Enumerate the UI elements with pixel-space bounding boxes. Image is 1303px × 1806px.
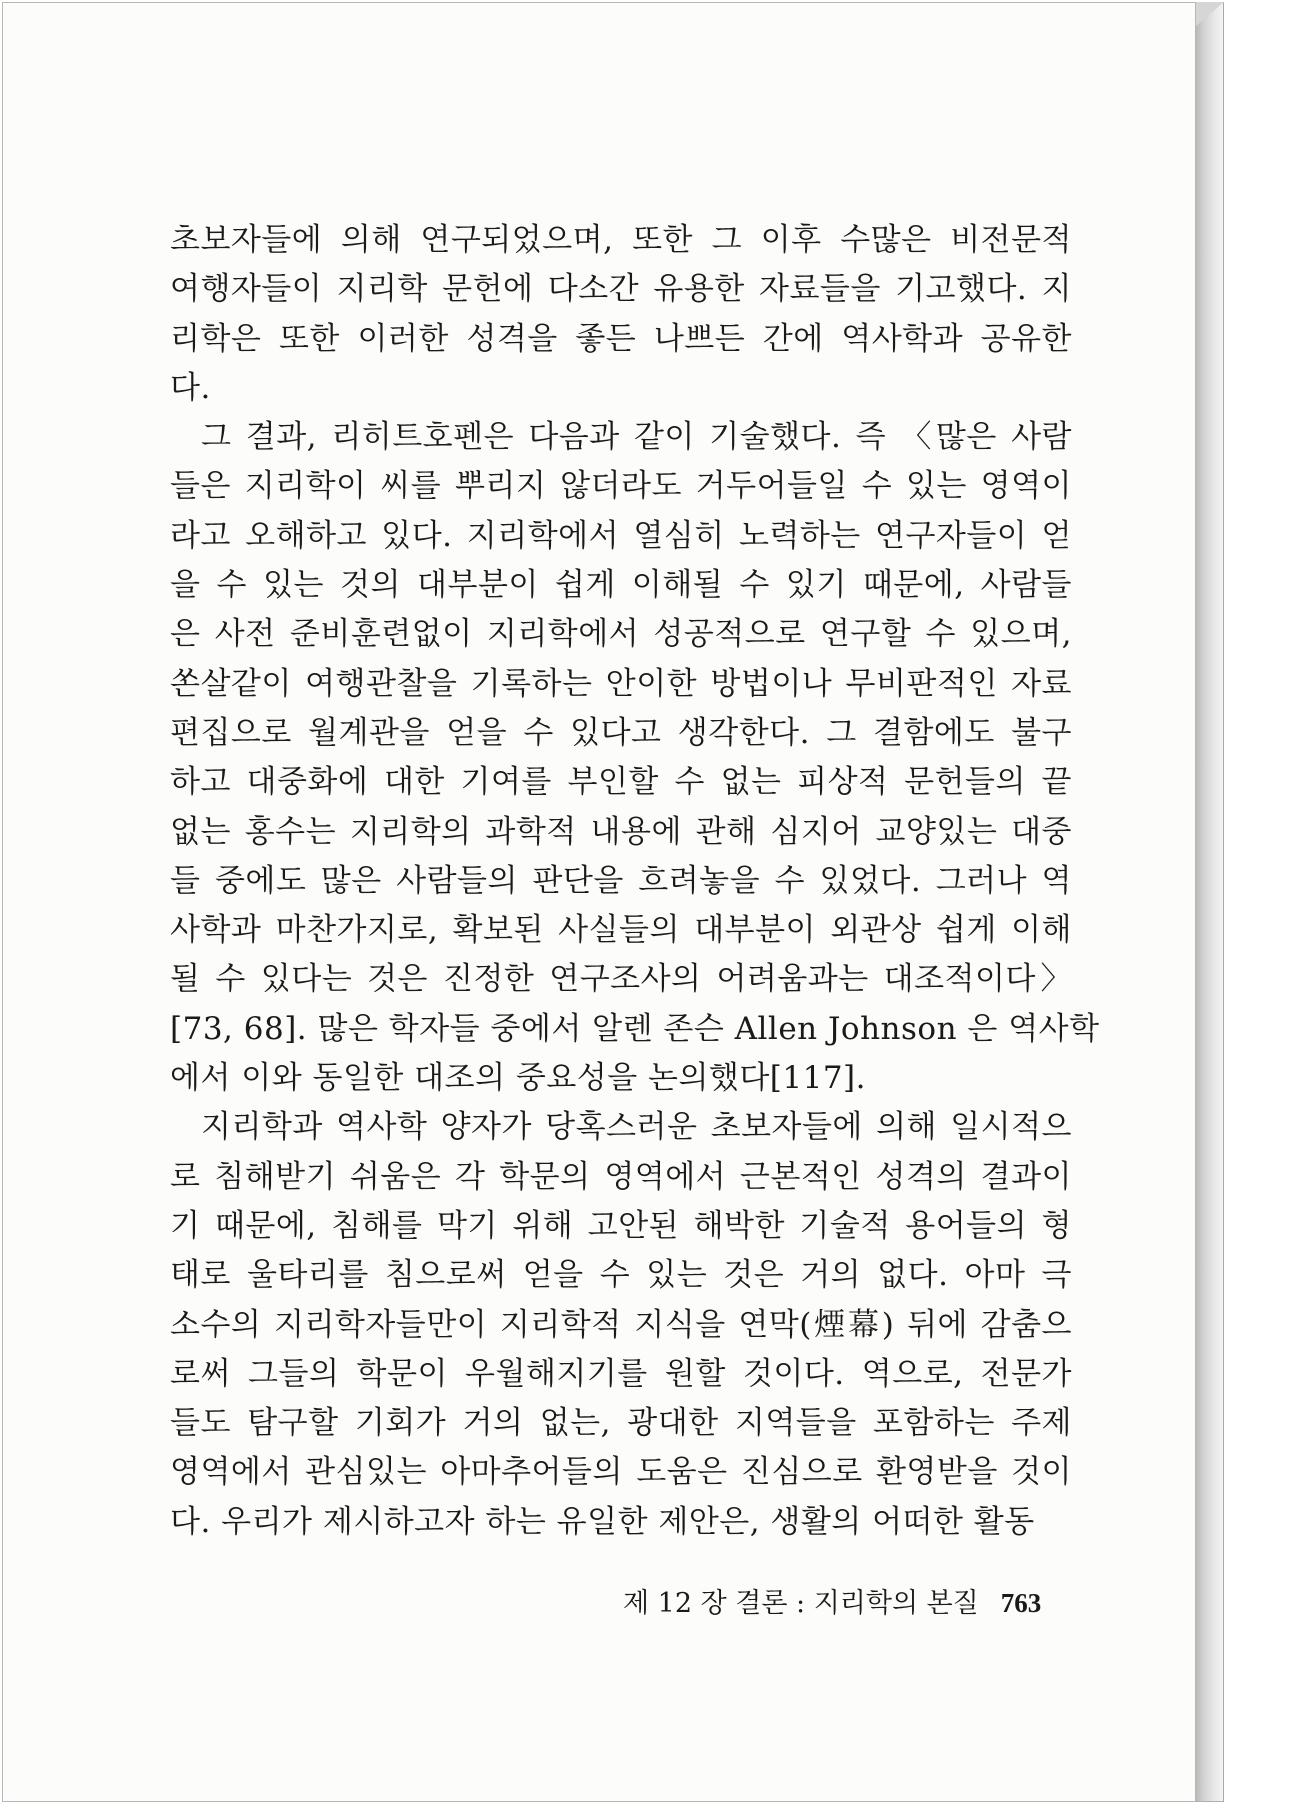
text-line: 여행자들이 지리학 문헌에 다소간 유용한 자료들을 기고했다. 지 bbox=[170, 271, 1072, 308]
text-line: 들 중에도 많은 사람들의 판단을 흐려놓을 수 있었다. 그러나 역 bbox=[170, 862, 1072, 899]
text-line: 로 침해받기 쉬움은 각 학문의 영역에서 근본적인 성격의 결과이 bbox=[170, 1158, 1072, 1195]
running-head: 제 12 장 결론 : 지리학의 본질 bbox=[623, 1588, 979, 1619]
text-line: 다. 우리가 제시하고자 하는 유일한 제안은, 생활의 어떠한 활동 bbox=[170, 1503, 1035, 1540]
text-line: 들도 탐구할 기회가 거의 없는, 광대한 지역들을 포함하는 주제 bbox=[170, 1405, 1072, 1442]
running-footer bbox=[623, 1585, 1083, 1622]
text-line: 은 사전 준비훈련없이 지리학에서 성공적으로 연구할 수 있으며, bbox=[170, 616, 1072, 653]
text-line: 될 수 있다는 것은 진정한 연구조사의 어려움과는 대조적이다〉 bbox=[170, 961, 1072, 998]
text-line: 소수의 지리학자들만이 지리학적 지식을 연막(煙幕) 뒤에 감춤으 bbox=[170, 1306, 1072, 1343]
text-line: 편집으로 월계관을 얻을 수 있다고 생각한다. 그 결함에도 불구 bbox=[170, 714, 1072, 751]
text-line: 하고 대중화에 대한 기여를 부인할 수 없는 피상적 문헌들의 끝 bbox=[170, 764, 1072, 801]
text-line: 영역에서 관심있는 아마추어들의 도움은 진심으로 환영받을 것이 bbox=[170, 1454, 1072, 1491]
body-text bbox=[170, 216, 1100, 1547]
text-line: 들은 지리학이 씨를 뿌리지 않더라도 거두어들일 수 있는 영역이 bbox=[170, 468, 1072, 505]
text-line: 지리학과 역사학 양자가 당혹스러운 초보자들에 의해 일시적으 bbox=[201, 1109, 1072, 1146]
text-line: 다. bbox=[170, 369, 211, 406]
paragraph bbox=[170, 1103, 1072, 1547]
text-line: 로써 그들의 학문이 우월해지기를 원할 것이다. 역으로, 전문가 bbox=[170, 1355, 1072, 1392]
text-line: [73, 68]. 많은 학자들 중에서 알렌 존슨 Allen Johnson 은 역사학 bbox=[170, 1010, 1100, 1047]
text-line: 리학은 또한 이러한 성격을 좋든 나쁘든 간에 역사학과 공유한 bbox=[170, 320, 1072, 357]
text-line: 초보자들에 의해 연구되었으며, 또한 그 이후 수많은 비전문적 bbox=[170, 222, 1072, 258]
text-line: 그 결과, 리히트호펜은 다음과 같이 기술했다. 즉 〈많은 사람 bbox=[201, 419, 1072, 456]
text-line: 사학과 마찬가지로, 확보된 사실들의 대부분이 외관상 쉽게 이해 bbox=[170, 912, 1072, 949]
page-edge bbox=[1196, 2, 1224, 1802]
text-line: 기 때문에, 침해를 막기 위해 고안된 해박한 기술적 용어들의 형 bbox=[170, 1207, 1072, 1244]
text-line: 없는 홍수는 지리학의 과학적 내용에 관해 심지어 교양있는 대중 bbox=[170, 813, 1072, 850]
paragraph bbox=[170, 413, 1100, 1103]
text-line: 라고 오해하고 있다. 지리학에서 열심히 노력하는 연구자들이 얻 bbox=[170, 517, 1072, 554]
book-page bbox=[2, 2, 1196, 1802]
paragraph bbox=[170, 216, 1072, 413]
page-corner-fold bbox=[1196, 2, 1224, 26]
text-line: 에서 이와 동일한 대조의 중요성을 논의했다[117]. bbox=[170, 1060, 867, 1097]
text-line: 쏜살같이 여행관찰을 기록하는 안이한 방법이나 무비판적인 자료 bbox=[170, 665, 1072, 702]
text-line: 태로 울타리를 침으로써 얻을 수 있는 것은 거의 없다. 아마 극 bbox=[170, 1257, 1072, 1294]
page-number: 763 bbox=[1000, 1588, 1042, 1618]
text-line: 을 수 있는 것의 대부분이 쉽게 이해될 수 있기 때문에, 사람들 bbox=[170, 567, 1072, 604]
